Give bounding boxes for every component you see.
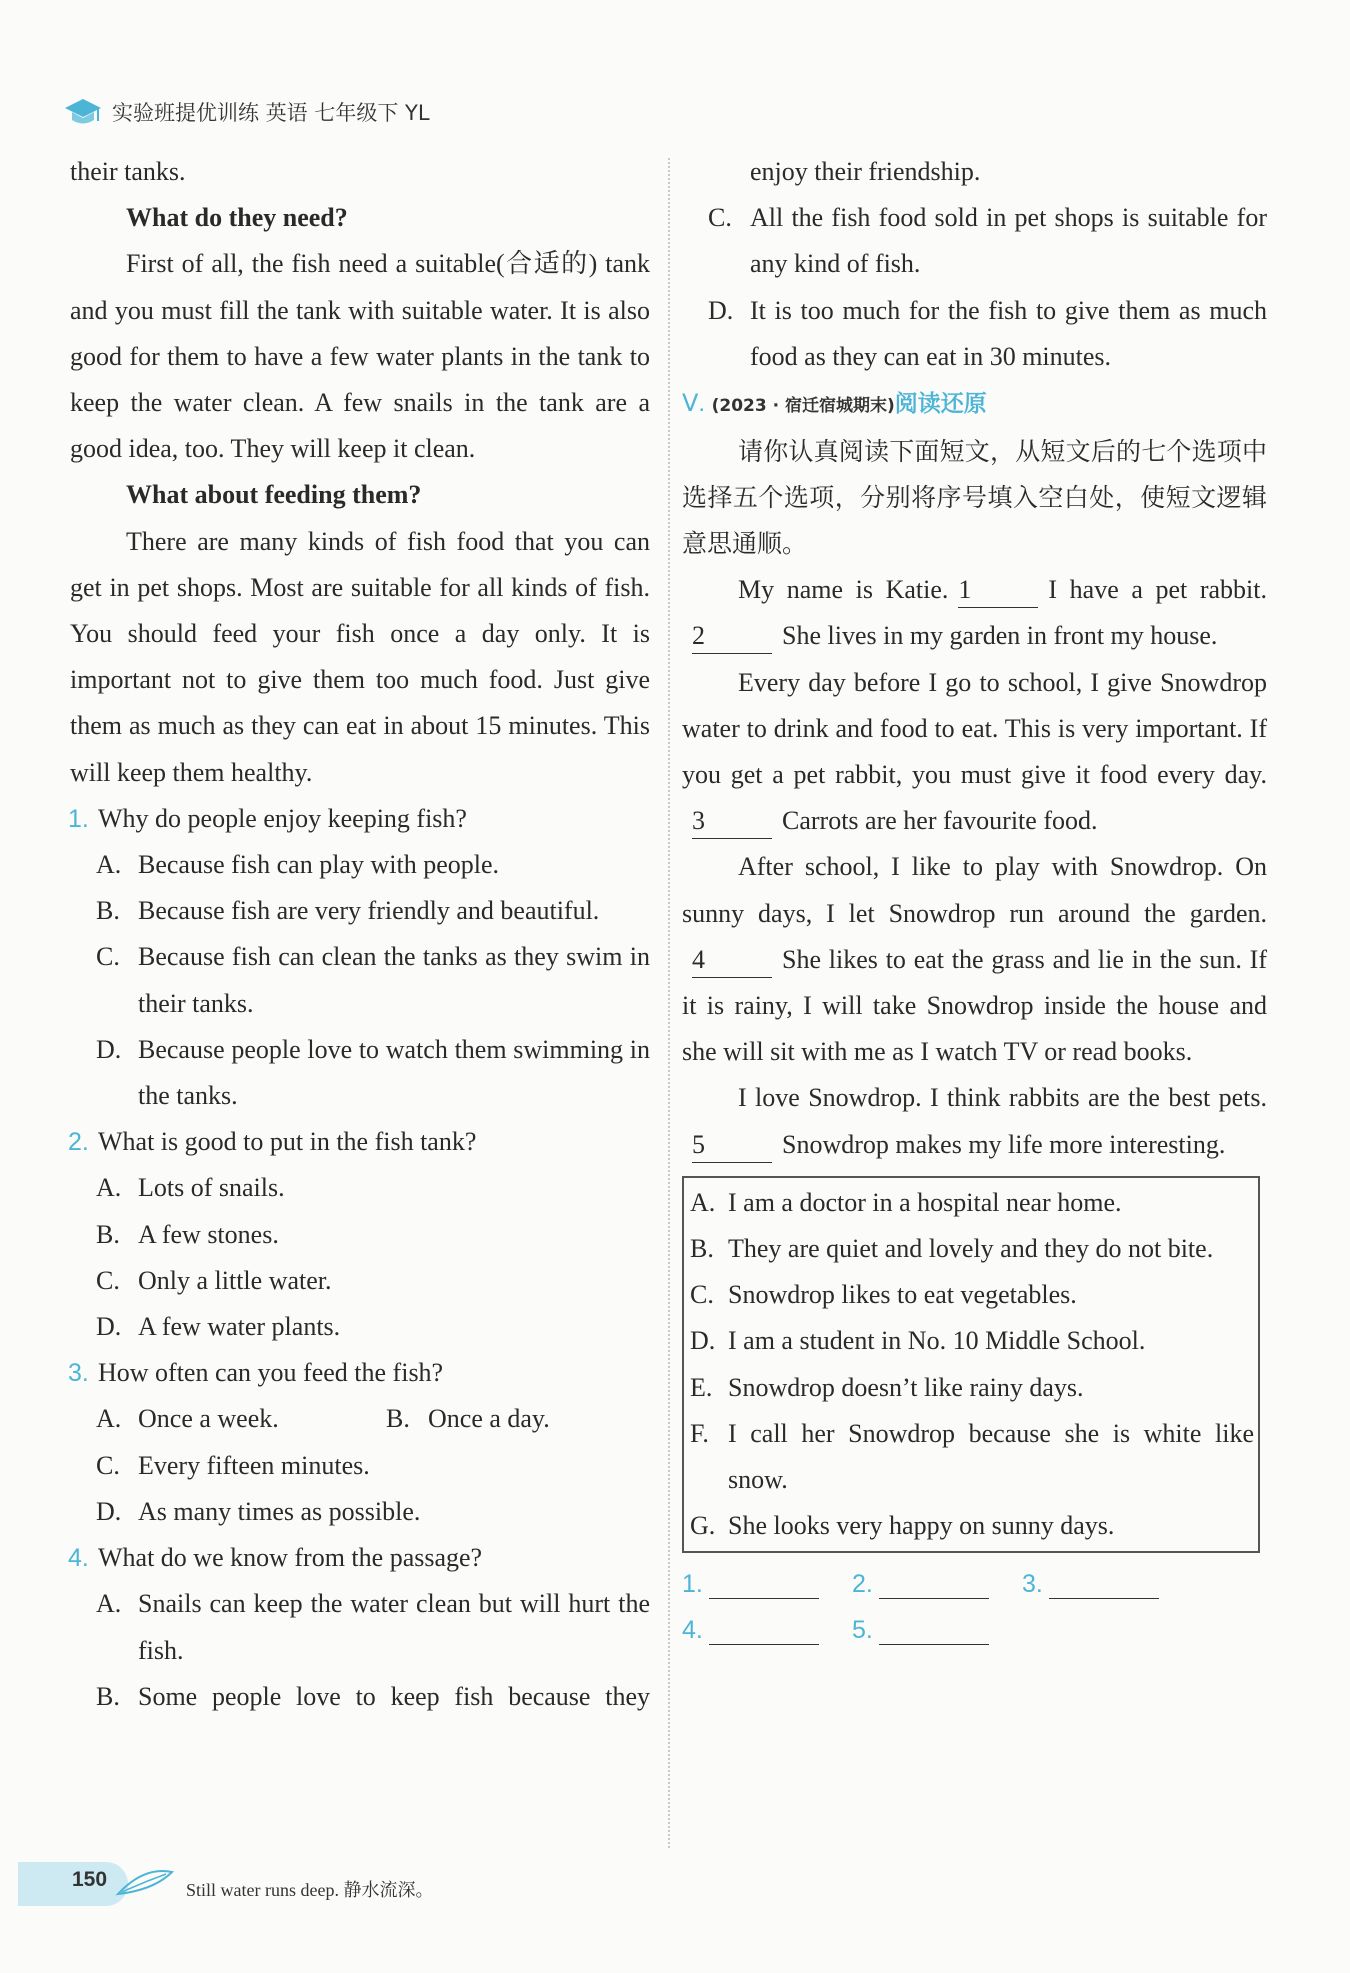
answer-number: 3. xyxy=(1022,1570,1043,1599)
question xyxy=(70,796,650,842)
passage-text: I have a pet rabbit. xyxy=(1048,575,1267,605)
option-letter: B. xyxy=(96,1219,120,1249)
option[interactable] xyxy=(70,1027,650,1119)
choice-letter: A. xyxy=(690,1187,716,1217)
option-text: Some people love to keep fish because they xyxy=(138,1681,650,1711)
option-text: All the fish food sold in pet shops is suitable for any kind of fish. xyxy=(750,203,1267,279)
option-text: Once a day. xyxy=(428,1404,550,1434)
option[interactable] xyxy=(70,1443,650,1489)
option-text: enjoy their friendship. xyxy=(750,157,981,186)
question-number: 2. xyxy=(68,1128,89,1157)
blank-2: 2 xyxy=(692,619,772,654)
choice-letter: C. xyxy=(690,1280,714,1310)
choice-letter: B. xyxy=(690,1234,714,1264)
passage-paragraph xyxy=(682,1075,1267,1167)
option[interactable] xyxy=(70,1304,650,1350)
passage-text: Every day before I go to school, I give Snowdrop water to drink and food to eat. This is very important. If you get a pet rabbit, you must give it food every day. xyxy=(682,667,1267,790)
answer-number: 5. xyxy=(852,1616,873,1645)
option-letter: B. xyxy=(96,896,120,926)
option-text: Because fish can clean the tanks as they swim in their tanks. xyxy=(138,942,650,1018)
question-text: What do we know from the passage? xyxy=(98,1543,483,1573)
option[interactable] xyxy=(682,288,1267,380)
choice-text: I am a doctor in a hospital near home. xyxy=(728,1187,1122,1217)
question-text: How often can you feed the fish? xyxy=(98,1358,444,1388)
subheading: What about feeding them? xyxy=(126,480,422,510)
answer-number: 4. xyxy=(682,1616,703,1645)
passage-text: Carrots are her favourite food. xyxy=(782,806,1098,836)
choice[interactable] xyxy=(684,1180,1258,1226)
option-letter: D. xyxy=(96,1496,122,1526)
footer-motto: Still water runs deep. 静水流深。 xyxy=(186,1880,434,1900)
instructions: 请你认真阅读下面短文，从短文后的七个选项中选择五个选项，分别将序号填入空白处，使短文逻辑意思通顺。 xyxy=(682,437,1267,559)
answer-number: 1. xyxy=(682,1570,703,1599)
option-letter: A. xyxy=(96,850,122,880)
question-text: Why do people enjoy keeping fish? xyxy=(98,803,467,833)
option-text: A few stones. xyxy=(138,1219,279,1249)
option-letter: D. xyxy=(708,295,734,325)
option-text: Because fish are very friendly and beautiful. xyxy=(138,896,600,926)
page-footer xyxy=(18,1862,538,1912)
page-number: 150 xyxy=(72,1868,108,1891)
section-number: Ⅴ. xyxy=(682,390,706,418)
question-number: 3. xyxy=(68,1359,89,1388)
section-heading xyxy=(682,380,1267,429)
choice[interactable] xyxy=(684,1365,1258,1411)
choices-box xyxy=(682,1176,1260,1554)
option-text: Only a little water. xyxy=(138,1265,332,1295)
option-letter: A. xyxy=(96,1589,122,1619)
option[interactable] xyxy=(70,1212,650,1258)
blank-4: 4 xyxy=(692,943,772,978)
question xyxy=(70,1350,650,1396)
section-source: (2023 · 宿迁宿城期末) xyxy=(711,396,895,417)
option-letter: A. xyxy=(96,1404,122,1434)
passage-paragraph xyxy=(682,567,1267,659)
option[interactable] xyxy=(360,1396,650,1442)
answer-line[interactable] xyxy=(709,1574,819,1599)
option-letter: C. xyxy=(708,203,732,233)
option-letter: A. xyxy=(96,1173,122,1203)
option-text: Because fish can play with people. xyxy=(138,850,499,880)
passage-text: She likes to eat the grass and lie in the sun. If it is rainy, I will take Snowdrop inside the house and she will sit with me as I watch TV or read books. xyxy=(682,944,1267,1067)
answer-line[interactable] xyxy=(879,1620,989,1645)
blank-3: 3 xyxy=(692,804,772,839)
passage-paragraph: First of all, the fish need a suitable(合适的) tank and you must fill the tank with suitable water. It is also good for them to have a few water plants in the tank to keep the water clean. A few snails in the tank are a good idea, too. They will keep it clean. xyxy=(70,249,650,464)
passage-text: Snowdrop makes my life more interesting. xyxy=(782,1129,1226,1159)
page-header xyxy=(64,88,430,136)
option-letter: C. xyxy=(96,942,120,972)
blank-5: 5 xyxy=(692,1128,772,1163)
option-text: Once a week. xyxy=(138,1404,279,1434)
question xyxy=(70,1119,650,1165)
passage-paragraph xyxy=(682,844,1267,1075)
choice[interactable] xyxy=(684,1503,1258,1549)
option-continuation[interactable] xyxy=(682,149,1267,195)
passage-text: I love Snowdrop. I think rabbits are the best pets. xyxy=(738,1083,1267,1113)
answer-slot[interactable] xyxy=(682,1561,852,1607)
option-text: A few water plants. xyxy=(138,1312,341,1342)
option-letter: D. xyxy=(96,1312,122,1342)
option-text: Snails can keep the water clean but will hurt the fish. xyxy=(138,1589,650,1665)
choice-text: She looks very happy on sunny days. xyxy=(728,1511,1115,1541)
choice[interactable] xyxy=(684,1272,1258,1318)
question-number: 1. xyxy=(68,804,89,833)
choice-text: Snowdrop likes to eat vegetables. xyxy=(728,1280,1077,1310)
graduation-cap-icon xyxy=(64,95,102,129)
option[interactable] xyxy=(70,1165,650,1211)
option[interactable] xyxy=(70,842,650,888)
column-divider xyxy=(668,158,670,1848)
leaf-icon xyxy=(114,1864,178,1904)
passage-text: My name is Katie. xyxy=(738,575,949,605)
answer-blanks xyxy=(682,1561,1267,1653)
option-text: Every fifteen minutes. xyxy=(138,1450,370,1480)
option[interactable] xyxy=(70,934,650,1026)
choice-letter: E. xyxy=(690,1372,713,1402)
header-title: 实验班提优训练 英语 七年级下 YL xyxy=(112,101,430,125)
answer-slot[interactable] xyxy=(852,1561,1022,1607)
option-letter: B. xyxy=(96,1681,120,1711)
passage-paragraph xyxy=(682,660,1267,845)
passage-text: After school, I like to play with Snowdrop. On sunny days, I let Snowdrop run around the garden. xyxy=(682,852,1267,928)
subheading: What do they need? xyxy=(126,203,348,233)
option-letter: C. xyxy=(96,1265,120,1295)
option-text: As many times as possible. xyxy=(138,1496,421,1526)
choice-text: Snowdrop doesn’t like rainy days. xyxy=(728,1372,1084,1402)
option[interactable] xyxy=(70,1674,650,1720)
choice[interactable] xyxy=(684,1318,1258,1364)
option-text: Lots of snails. xyxy=(138,1173,285,1203)
answer-slot[interactable] xyxy=(1022,1561,1192,1607)
blank-1: 1 xyxy=(958,573,1038,608)
option-text: It is too much for the fish to give them as much food as they can eat in 30 minutes. xyxy=(750,295,1267,371)
choice[interactable] xyxy=(684,1226,1258,1272)
option-row xyxy=(70,1396,650,1442)
section-title: 阅读还原 xyxy=(894,391,987,418)
option[interactable] xyxy=(70,1258,650,1304)
passage-paragraph: There are many kinds of fish food that you can get in pet shops. Most are suitable for all kinds of fish. You should feed your fish once a day only. It is important not to give them too much food. Just give them as much as they can eat in about 15 minutes. This will keep them healthy. xyxy=(70,526,650,787)
option[interactable] xyxy=(70,1396,360,1442)
choice-letter: D. xyxy=(690,1326,716,1356)
option[interactable] xyxy=(70,1581,650,1673)
option[interactable] xyxy=(70,888,650,934)
passage-text: their tanks. xyxy=(70,157,186,186)
option-letter: C. xyxy=(96,1450,120,1480)
answer-slot[interactable] xyxy=(682,1607,852,1653)
answer-line[interactable] xyxy=(709,1620,819,1645)
option[interactable] xyxy=(682,195,1267,287)
choice-text: I call her Snowdrop because she is white like snow. xyxy=(728,1418,1254,1495)
answer-number: 2. xyxy=(852,1570,873,1599)
option-letter: D. xyxy=(96,1034,122,1064)
choice-letter: F. xyxy=(690,1418,709,1448)
right-column xyxy=(682,149,1267,1653)
answer-line[interactable] xyxy=(879,1574,989,1599)
choice-text: I am a student in No. 10 Middle School. xyxy=(728,1326,1146,1356)
answer-line[interactable] xyxy=(1049,1574,1159,1599)
question xyxy=(70,1535,650,1581)
answer-slot[interactable] xyxy=(852,1607,1022,1653)
question-text: What is good to put in the fish tank? xyxy=(98,1127,477,1157)
choice-letter: G. xyxy=(690,1511,716,1541)
question-number: 4. xyxy=(68,1544,89,1573)
option[interactable] xyxy=(70,1489,650,1535)
option-text: Because people love to watch them swimming in the tanks. xyxy=(138,1034,650,1111)
passage-text: She lives in my garden in front my house. xyxy=(782,621,1218,651)
choice[interactable] xyxy=(684,1411,1258,1503)
option-letter: B. xyxy=(386,1404,410,1434)
choice-text: They are quiet and lovely and they do not bite. xyxy=(728,1234,1214,1264)
left-column xyxy=(70,149,650,1720)
